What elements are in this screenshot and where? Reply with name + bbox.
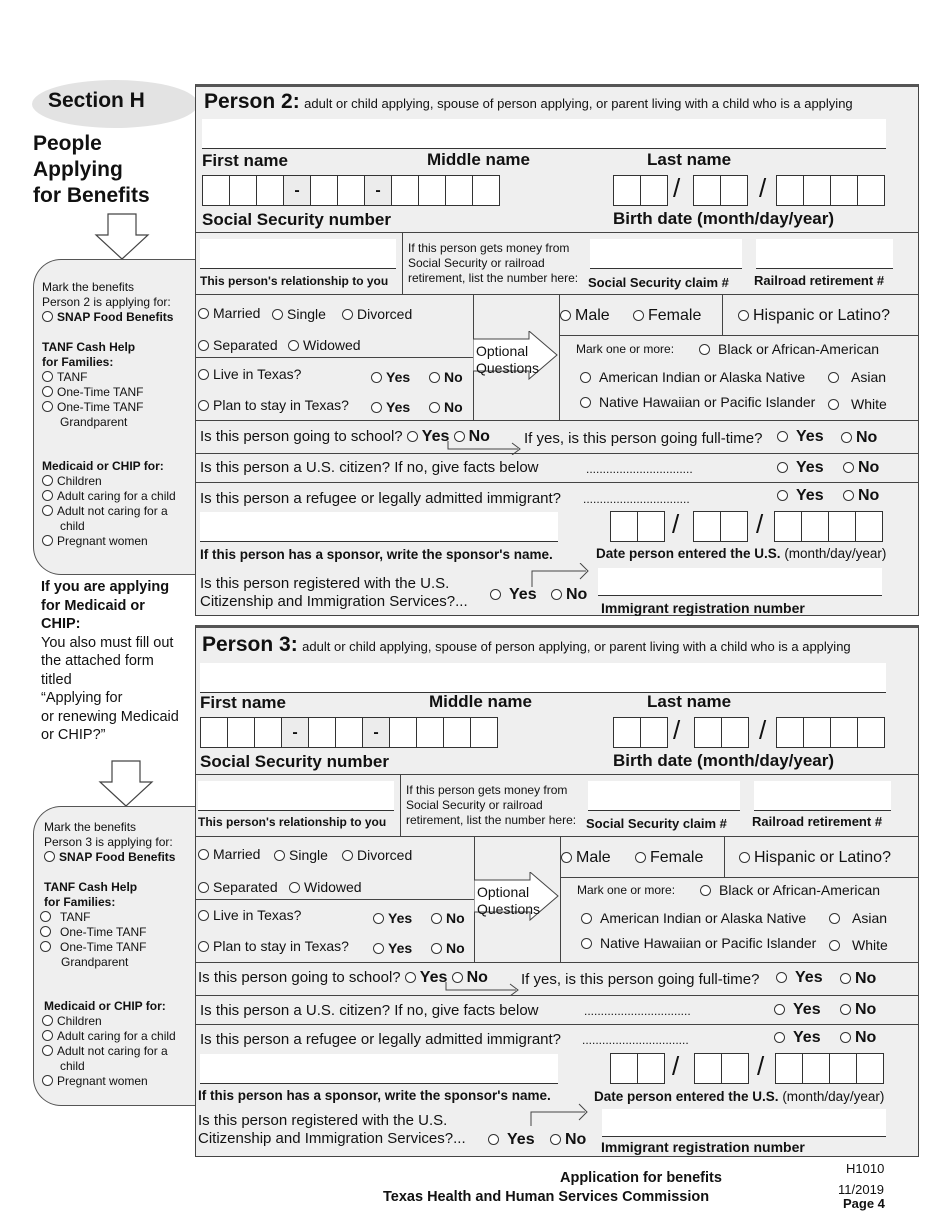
uscis-no[interactable]: No [551, 586, 587, 604]
one-time-tanf-option[interactable]: One-Time TANF [42, 385, 143, 400]
radio-icon[interactable] [777, 490, 788, 501]
medicaid-children-option[interactable]: Children [42, 474, 102, 489]
citizen-yes[interactable]: Yes [777, 459, 824, 477]
radio-icon[interactable] [342, 309, 353, 320]
radio-icon[interactable] [198, 340, 209, 351]
radio-icon[interactable] [429, 372, 440, 383]
citizen-no[interactable]: No [843, 459, 879, 477]
radio-icon[interactable] [829, 913, 840, 924]
snap-option[interactable]: SNAP Food Benefits [44, 850, 175, 865]
radio-icon[interactable] [699, 344, 710, 355]
refugee-no[interactable]: No [840, 1029, 876, 1047]
citizen-yes[interactable]: Yes [774, 1001, 821, 1019]
entered-year-input[interactable] [775, 1053, 883, 1084]
ss-claim-input[interactable] [588, 781, 740, 811]
radio-icon[interactable] [198, 308, 209, 319]
radio-icon[interactable] [739, 852, 750, 863]
radio-icon[interactable] [371, 372, 382, 383]
fulltime-no[interactable]: No [840, 970, 876, 988]
radio-icon[interactable] [198, 369, 209, 380]
person-2-panel: Person 2: adult or child applying, spouse of person applying, or parent living with a child who is a applying First name Middle name Last name - - / / Social Security number Birth date (month/day/year) This person's relationship to you If this person gets money from Social Security or railroad retirement, list the number here: Social Security claim # Railroad retirement # Married Single Divorced Separated Widowed Live in Texas? Yes No Plan to stay in Texas? Yes No Optional Questions Male Female Hispanic or Latino? Mark one or more: Black or African-American American Indian or Alaska Native Asian Native Hawaiian or Pacific Islander White Is this person going to school? Yes No If yes, is this person going full-time? Yes No Is this person a U.S. citizen? If no, give facts below ................................ Yes No Is this person a refugee or legally admitted immigrant? ................................ Yes No / / If this person has a sponsor, write the sponsor's name. Date person entered the U.S. (month/day/year) Is this person registered with the U.S. Citizenship and Immigration Services?... Yes No Immigrant registration number [195, 84, 919, 616]
ss-claim-input[interactable] [590, 239, 742, 269]
marital-separated[interactable]: Separated [198, 337, 278, 353]
medicaid-adult-caring-option[interactable]: Adult caring for a child [42, 489, 176, 504]
relationship-input[interactable] [200, 239, 396, 269]
live-texas-no[interactable]: No [431, 910, 465, 926]
down-arrow-icon [98, 760, 154, 808]
radio-icon[interactable] [342, 850, 353, 861]
radio-icon[interactable] [777, 431, 788, 442]
live-texas-no[interactable]: No [429, 369, 463, 385]
radio-icon[interactable] [777, 462, 788, 473]
radio-icon[interactable] [774, 1004, 785, 1015]
tanf-option[interactable]: TANF [42, 370, 87, 385]
radio-icon[interactable] [373, 913, 384, 924]
plan-texas-label: Plan to stay in Texas? [198, 397, 349, 413]
radio-icon[interactable] [289, 882, 300, 893]
radio-icon[interactable] [42, 475, 53, 486]
person-3-panel: Person 3: adult or child applying, spouse of person applying, or parent living with a child who is a applying First name Middle name Last name - - / / Social Security number Birth date (month/day/year) This person's relationship to you If this person gets money from Social Security or railroad retirement, list the number here: Social Security claim # Railroad retirement # Married Single Divorced Separated Widowed Live in Texas? Yes No Plan to stay in Texas? Yes No Optional Questions Male Female Hispanic or Latino? Mark one or more: Black or African-American American Indian or Alaska Native Asian Native Hawaiian or Pacific Islander White Is this person going to school? Yes No If yes, is this person going full-time? Yes No Is this person a U.S. citizen? If no, give facts below ................................ Yes No Is this person a refugee or legally admitted immigrant? ................................ Yes No / / If this person has a sponsor, write the sponsor's name. Date person entered the U.S. (month/day/year) Is this person registered with the U.S. Citizenship and Immigration Services?... Yes No Immigrant registration number [195, 625, 919, 1157]
plan-texas-no[interactable]: No [431, 940, 465, 956]
person-header: Person 2: adult or child applying, spouse of person applying, or parent living with a child who is a applying [204, 90, 853, 113]
entered-day-input[interactable] [693, 511, 747, 542]
medicaid-adult-not-caring-option[interactable]: Adult not caring for a [42, 1044, 168, 1059]
school-question: Is this person going to school? Yes No [198, 969, 488, 986]
marital-widowed[interactable]: Widowed [289, 879, 362, 895]
radio-icon[interactable] [198, 400, 209, 411]
plan-texas-no[interactable]: No [429, 399, 463, 415]
birth-day-input[interactable] [693, 175, 747, 206]
radio-icon[interactable] [581, 938, 592, 949]
medicaid-note: If you are applying for Medicaid or CHIP: You also must fill out the attached form titled “Applying for or renewing Medicaid or CHIP?” [41, 579, 179, 743]
radio-icon[interactable] [840, 1004, 851, 1015]
radio-icon[interactable] [488, 1134, 499, 1145]
radio-icon[interactable] [198, 882, 209, 893]
hispanic-option[interactable]: Hispanic or Latino? [738, 307, 890, 325]
live-texas-yes[interactable]: Yes [373, 910, 412, 926]
radio-icon[interactable] [561, 852, 572, 863]
radio-icon[interactable] [841, 432, 852, 443]
section-label: Section H [48, 89, 145, 112]
down-arrow-icon [94, 213, 150, 261]
plan-texas-label: Plan to stay in Texas? [198, 938, 349, 954]
radio-icon[interactable] [274, 850, 285, 861]
radio-icon[interactable] [407, 431, 418, 442]
birth-month-input[interactable] [613, 717, 667, 748]
race-american-indian[interactable]: American Indian or Alaska Native [580, 369, 805, 385]
radio-icon[interactable] [371, 402, 382, 413]
school-arrow-icon [444, 980, 524, 996]
race-asian[interactable]: Asian [828, 369, 886, 385]
radio-icon[interactable] [840, 973, 851, 984]
fulltime-no[interactable]: No [841, 429, 877, 447]
hispanic-option[interactable]: Hispanic or Latino? [739, 849, 891, 867]
marital-married[interactable]: Married [198, 305, 260, 321]
fulltime-yes[interactable]: Yes [776, 969, 823, 987]
uscis-question: Is this person registered with the U.S. Citizenship and Immigration Services?... [200, 575, 468, 610]
uscis-question: Is this person registered with the U.S. Citizenship and Immigration Services?... [198, 1112, 466, 1147]
radio-icon[interactable] [828, 372, 839, 383]
name-input[interactable] [200, 663, 886, 693]
radio-icon[interactable] [198, 941, 209, 952]
tanf-option[interactable]: TANF [40, 910, 90, 925]
marital-single[interactable]: Single [272, 306, 326, 322]
benefits-box-person-3: Mark the benefits Person 3 is applying for: SNAP Food Benefits TANF Cash Help for Families: TANF One-Time TANF One-Time TANF Grandparent Medicaid or CHIP for: Children Adult caring for a child Adult not caring for a child Pregnant women [33, 806, 198, 1106]
school-question: Is this person going to school? Yes No [200, 428, 490, 445]
radio-icon[interactable] [288, 340, 299, 351]
ssn-input[interactable]: - - [202, 175, 499, 206]
relationship-input[interactable] [198, 781, 394, 811]
plan-texas-yes[interactable]: Yes [373, 940, 412, 956]
radio-icon[interactable] [635, 852, 646, 863]
radio-icon[interactable] [272, 309, 283, 320]
uscis-arrow-icon [529, 1102, 591, 1128]
radio-icon[interactable] [405, 972, 416, 983]
gender-female[interactable]: Female [635, 849, 703, 867]
gender-male[interactable]: Male [560, 307, 610, 325]
radio-icon[interactable] [42, 386, 53, 397]
radio-icon[interactable] [40, 926, 51, 937]
marital-married[interactable]: Married [198, 846, 260, 862]
race-white[interactable]: White [828, 396, 887, 412]
entered-month-input[interactable] [610, 1053, 664, 1084]
radio-icon[interactable] [633, 310, 644, 321]
refugee-no[interactable]: No [843, 487, 879, 505]
birth-year-input[interactable] [776, 717, 884, 748]
radio-icon[interactable] [198, 910, 209, 921]
one-time-tanf-grandparent-option[interactable]: One-Time TANF [40, 940, 146, 955]
medicaid-adult-caring-option[interactable]: Adult caring for a child [42, 1029, 176, 1044]
radio-icon[interactable] [40, 941, 51, 952]
snap-option[interactable]: SNAP Food Benefits [42, 310, 173, 325]
radio-icon[interactable] [490, 589, 501, 600]
radio-icon[interactable] [580, 372, 591, 383]
race-hawaiian[interactable]: Native Hawaiian or Pacific Islander [581, 935, 816, 951]
entered-year-input[interactable] [774, 511, 882, 542]
race-white[interactable]: White [829, 937, 888, 953]
radio-icon[interactable] [373, 943, 384, 954]
refugee-yes[interactable]: Yes [774, 1029, 821, 1047]
radio-icon[interactable] [42, 1045, 53, 1056]
marital-widowed[interactable]: Widowed [288, 337, 361, 353]
birth-month-input[interactable] [613, 175, 667, 206]
radio-icon[interactable] [829, 940, 840, 951]
race-black[interactable]: Black or African-American [699, 341, 879, 357]
name-input[interactable] [202, 119, 886, 149]
radio-icon[interactable] [42, 505, 53, 516]
optional-questions-label: Optional Questions [476, 343, 540, 376]
radio-icon[interactable] [198, 849, 209, 860]
race-asian[interactable]: Asian [829, 910, 887, 926]
radio-icon[interactable] [550, 1134, 561, 1145]
entered-day-input[interactable] [694, 1053, 748, 1084]
medicaid-adult-not-caring-option[interactable]: Adult not caring for a [42, 504, 168, 519]
railroad-input[interactable] [754, 781, 891, 811]
uscis-yes[interactable]: Yes [490, 586, 537, 604]
immigrant-reg-input[interactable] [598, 568, 882, 596]
medicaid-pregnant-option[interactable]: Pregnant women [42, 534, 148, 549]
radio-icon[interactable] [774, 1032, 785, 1043]
sponsor-input[interactable] [200, 512, 558, 542]
radio-icon[interactable] [828, 399, 839, 410]
uscis-yes[interactable]: Yes [488, 1131, 535, 1149]
birth-year-input[interactable] [776, 175, 884, 206]
radio-icon[interactable] [580, 397, 591, 408]
birth-day-input[interactable] [694, 717, 748, 748]
radio-icon[interactable] [42, 1015, 53, 1026]
marital-divorced[interactable]: Divorced [342, 847, 412, 863]
radio-icon[interactable] [42, 1075, 53, 1086]
radio-icon[interactable] [42, 535, 53, 546]
radio-icon[interactable] [429, 402, 440, 413]
race-american-indian[interactable]: American Indian or Alaska Native [581, 910, 806, 926]
benefits-box-person-2: Mark the benefits Person 2 is applying for: SNAP Food Benefits TANF Cash Help for Families: TANF One-Time TANF One-Time TANF Grandparent Medicaid or CHIP for: Children Adult caring for a child Adult not caring for a child Pregnant women [33, 259, 198, 575]
ssn-input[interactable]: - - [200, 717, 497, 748]
gender-female[interactable]: Female [633, 307, 701, 325]
live-in-texas-label: Live in Texas? [198, 907, 301, 923]
entered-month-input[interactable] [610, 511, 664, 542]
radio-icon[interactable] [431, 943, 442, 954]
radio-icon[interactable] [40, 911, 51, 922]
citizen-no[interactable]: No [840, 1001, 876, 1019]
radio-icon[interactable] [560, 310, 571, 321]
radio-icon[interactable] [431, 913, 442, 924]
live-texas-yes[interactable]: Yes [371, 369, 410, 385]
fulltime-yes[interactable]: Yes [777, 428, 824, 446]
plan-texas-yes[interactable]: Yes [371, 399, 410, 415]
radio-icon[interactable] [42, 371, 53, 382]
radio-icon[interactable] [551, 589, 562, 600]
radio-icon[interactable] [42, 401, 53, 412]
marital-single[interactable]: Single [274, 847, 328, 863]
radio-icon[interactable] [843, 490, 854, 501]
marital-separated[interactable]: Separated [198, 879, 278, 895]
radio-icon[interactable] [581, 913, 592, 924]
person-header: Person 3: adult or child applying, spouse of person applying, or parent living with a child who is a applying [202, 633, 851, 656]
radio-icon[interactable] [738, 310, 749, 321]
radio-icon[interactable] [700, 885, 711, 896]
medicaid-pregnant-option[interactable]: Pregnant women [42, 1074, 148, 1089]
refugee-yes[interactable]: Yes [777, 487, 824, 505]
sponsor-input[interactable] [200, 1054, 558, 1084]
uscis-no[interactable]: No [550, 1131, 586, 1149]
radio-icon[interactable] [42, 311, 53, 322]
radio-icon[interactable] [776, 972, 787, 983]
marital-divorced[interactable]: Divorced [342, 306, 412, 322]
one-time-tanf-grandparent-option[interactable]: One-Time TANF [42, 400, 143, 415]
immigrant-reg-input[interactable] [602, 1109, 886, 1137]
radio-icon[interactable] [42, 490, 53, 501]
radio-icon[interactable] [840, 1032, 851, 1043]
radio-icon[interactable] [42, 1030, 53, 1041]
medicaid-children-option[interactable]: Children [42, 1014, 102, 1029]
radio-icon[interactable] [44, 851, 55, 862]
live-in-texas-label: Live in Texas? [198, 366, 301, 382]
radio-icon[interactable] [843, 462, 854, 473]
optional-questions-label: Optional Questions [477, 884, 541, 917]
gender-male[interactable]: Male [561, 849, 611, 867]
race-hawaiian[interactable]: Native Hawaiian or Pacific Islander [580, 394, 815, 410]
section-title: People Applying for Benefits [33, 132, 150, 207]
railroad-input[interactable] [756, 239, 893, 269]
one-time-tanf-option[interactable]: One-Time TANF [40, 925, 146, 940]
race-black[interactable]: Black or African-American [700, 882, 880, 898]
